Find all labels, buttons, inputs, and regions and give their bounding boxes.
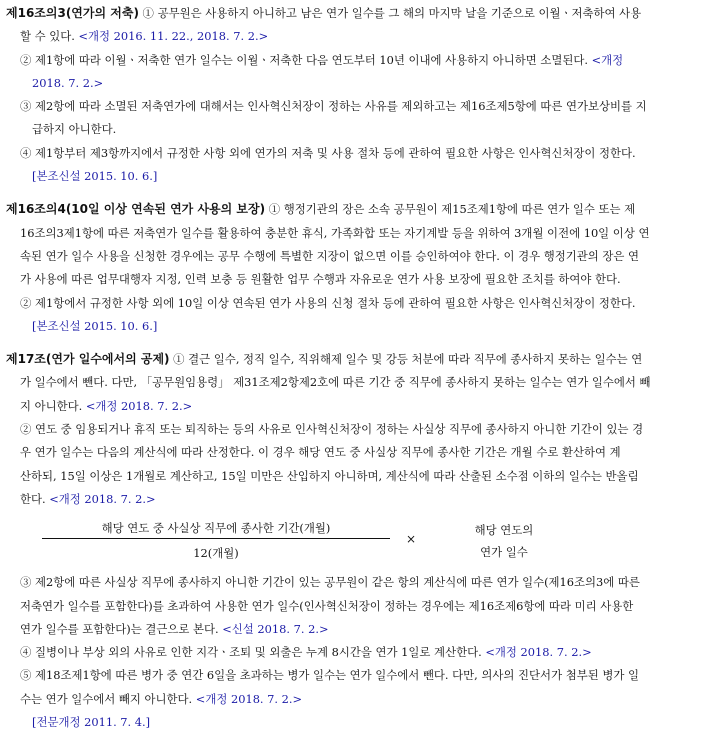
article-line: [6, 95, 714, 118]
article-text: ① 행정기관의 장은 소속 공무원이 제15조제1항에 따른 연가 일수 또는 제: [265, 202, 636, 217]
amendment-note: <개정 2016. 11. 22., 2018. 7. 2.>: [74, 29, 269, 44]
article-text: ② 제1항에 따라 이월ㆍ저축한 연가 일수는 이월ㆍ저축한 다음 연도부터 10년 이내에 사용하지 아니하면 소멸된다.: [20, 52, 588, 67]
article-line: [6, 488, 714, 511]
enactment-note: [본조신설 2015. 10. 6.]: [32, 169, 158, 184]
multiply-operator: ×: [406, 532, 417, 547]
article-line: [6, 49, 714, 72]
leave-calculation-formula: [6, 515, 714, 565]
article-text: ① 결근 일수, 정직 일수, 직위해제 일수 및 강등 처분에 따라 직무에 종사하지 못하는 일수는 연: [169, 352, 643, 367]
article-line: [6, 222, 714, 245]
article-line: [6, 395, 714, 418]
article-text: ① 공무원은 사용하지 아니하고 남은 연가 일수를 그 해의 마지막 날을 기준으로 이월ㆍ저축하여 사용: [138, 6, 642, 20]
article-text: ② 연도 중 임용되거나 휴직 또는 퇴직하는 등의 사유로 인사혁신처장이 정하는 사실상 직무에 종사하지 아니한 기간이 있는 경: [20, 422, 644, 437]
article-16-4: [6, 198, 714, 338]
article-title: 제16조의4(10일 이상 연속된 연가 사용의 보장): [6, 202, 266, 217]
formula-multiplier-line1: 해당 연도의: [474, 523, 534, 538]
article-line: [6, 25, 714, 48]
article-line: [6, 198, 714, 221]
article-line: [6, 441, 714, 464]
formula-multiplier-line2: 연가 일수: [480, 545, 528, 560]
article-line: [6, 315, 714, 338]
article-title: 제16조의3(연가의 저축): [6, 6, 139, 20]
amendment-note: 2018. 7. 2.>: [32, 75, 104, 90]
article-line: [6, 711, 714, 734]
article-line: [6, 571, 714, 594]
article-line: [6, 2, 714, 25]
article-line: [6, 292, 714, 315]
article-line: [6, 142, 714, 165]
article-text: 16조의3제1항에 따른 저축연가 일수를 활용하여 충분한 휴식, 가족화합 또는 자기계발 등을 위하여 3개월 이전에 10일 이상 연: [20, 225, 650, 240]
article-title: 제17조(연가 일수에서의 공제): [6, 352, 170, 367]
amendment-note: <개정 2018. 7. 2.>: [481, 645, 592, 660]
fraction-bar: [42, 538, 390, 539]
article-line: [6, 72, 714, 95]
enactment-note: [전문개정 2011. 7. 4.]: [32, 715, 151, 730]
article-line: [6, 348, 714, 371]
article-line: [6, 465, 714, 488]
article-text: 지 아니한다.: [20, 398, 83, 413]
article-line: [6, 418, 714, 441]
article-line: [6, 618, 714, 641]
article-17: [6, 348, 714, 734]
article-line: [6, 371, 714, 394]
article-text: 저축연가 일수를 포함한다)를 초과하여 사용한 연가 일수(인사혁신처장이 정하는 경우에는 제16조제6항에 따라 미리 사용한: [20, 598, 634, 613]
article-text: ④ 질병이나 부상 외의 사유로 인한 지각ㆍ조퇴 및 외출은 누계 8시간을 연가 1일로 계산한다.: [20, 645, 482, 660]
article-16-3: [6, 2, 714, 188]
article-text: 속된 연가 일수 사용을 신청한 경우에는 공무 수행에 특별한 지장이 없으면 이를 승인하여야 한다. 이 경우 행정기관의 장은 연: [20, 248, 639, 263]
article-line: [6, 688, 714, 711]
amendment-note: <개정 2018. 7. 2.>: [192, 691, 303, 706]
article-line: [6, 245, 714, 268]
article-text: 우 연가 일수는 다음의 계산식에 따라 산정한다. 이 경우 해당 연도 중 사실상 직무에 종사한 기간은 개월 수로 환산하여 계: [20, 445, 621, 460]
article-text: 급하지 아니한다.: [32, 122, 117, 137]
article-text: 수는 연가 일수에서 빼지 아니한다.: [20, 691, 193, 706]
amendment-note: <개정 2018. 7. 2.>: [82, 398, 193, 413]
article-line: [6, 118, 714, 141]
article-line: [6, 165, 714, 188]
formula-multiplier: [454, 519, 554, 563]
enactment-note: [본조신설 2015. 10. 6.]: [32, 318, 158, 333]
article-text: ④ 제1항부터 제3항까지에서 규정한 사항 외에 연가의 저축 및 사용 절차 등에 관하여 필요한 사항은 인사혁신처장이 정한다.: [20, 145, 636, 160]
article-text: ③ 제2항에 따라 소멸된 저축연가에 대해서는 인사혁신처장이 정하는 사유를 제외하고는 제16조제5항에 따른 연가보상비를 지: [20, 99, 647, 114]
formula-denominator: 12(개월): [193, 546, 239, 561]
article-text: 가 사용에 따른 업무대행자 지정, 인력 보충 등 원활한 업무 수행과 자유로운 연가 사용 보장에 필요한 조치를 하여야 한다.: [20, 272, 621, 287]
amendment-note: <개정: [587, 52, 624, 67]
article-text: 할 수 있다.: [20, 29, 75, 44]
article-text: 한다.: [20, 491, 46, 506]
amendment-note: <신설 2018. 7. 2.>: [218, 621, 329, 636]
amendment-note: <개정 2018. 7. 2.>: [45, 491, 156, 506]
article-text: 산하되, 15일 이상은 1개월로 계산하고, 15일 미만은 산입하지 아니하며, 계산식에 따라 산출된 소수점 이하의 일수는 반올림: [20, 468, 639, 483]
article-text: ② 제1항에서 규정한 사항 외에 10일 이상 연속된 연가 사용의 신청 절차 등에 관하여 필요한 사항은 인사혁신처장이 정한다.: [20, 295, 636, 310]
article-text: ⑤ 제18조제1항에 따른 병가 중 연간 6일을 초과하는 병가 일수는 연가 일수에서 뺀다. 다만, 의사의 진단서가 첨부된 병가 일: [20, 668, 639, 683]
article-line: [6, 595, 714, 618]
article-text: ③ 제2항에 따른 사실상 직무에 종사하지 아니한 기간이 있는 공무원이 같은 항의 계산식에 따른 연가 일수(제16조의3에 따른: [20, 575, 640, 590]
article-text: 가 일수에서 뺀다. 다만, 「공무원임용령」 제31조제2항제2호에 따른 기간 중 직무에 종사하지 못하는 일수는 연가 일수에서 빼: [20, 375, 651, 390]
article-line: [6, 664, 714, 687]
article-line: [6, 268, 714, 291]
article-text: 연가 일수를 포함한다)는 결근으로 본다.: [20, 621, 219, 636]
formula-numerator: 해당 연도 중 사실상 직무에 종사한 기간(개월): [101, 521, 331, 536]
article-line: [6, 641, 714, 664]
